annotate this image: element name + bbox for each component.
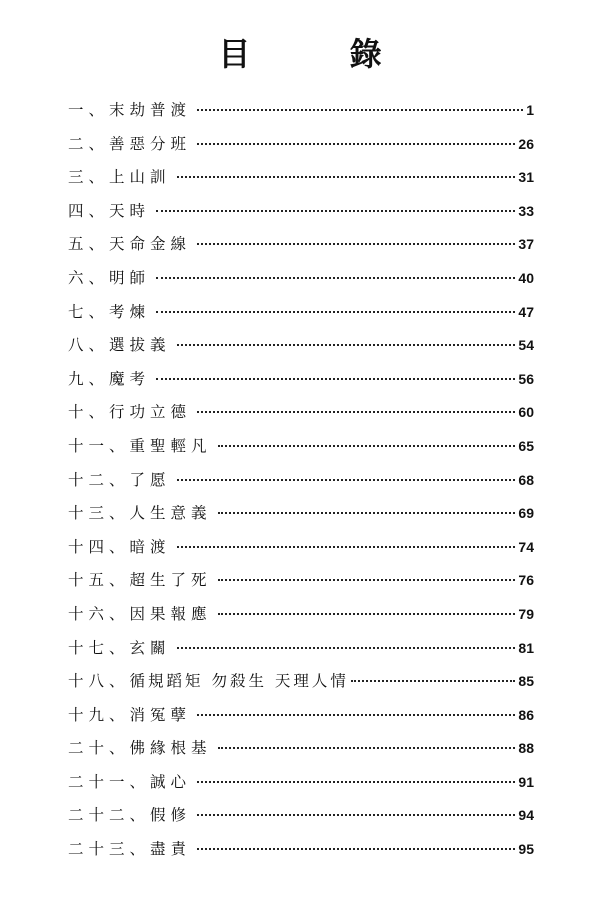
toc-entry-title: 玄關 [129,638,171,657]
toc-entry-page: 81 [518,639,534,656]
dot-leader [218,512,516,514]
toc-entry [68,128,534,162]
toc-entry-number: 十一、 [68,436,130,455]
toc-entry-title: 假修 [150,806,192,825]
toc-entry-page: 76 [518,572,534,589]
toc-entry-page: 60 [518,404,534,421]
toc-entry [68,161,534,195]
toc-entry-number: 八、 [68,336,110,355]
dot-leader [197,714,515,716]
toc-entry [68,799,534,833]
dot-leader [218,445,516,447]
toc-entry-title: 選拔義 [109,336,171,355]
dot-leader [156,378,515,380]
toc-entry-title: 因果報應 [129,604,212,623]
toc-entry-page: 85 [518,673,534,690]
toc-entry-title: 誠心 [150,772,192,791]
toc-entry-number: 二十二、 [68,806,151,825]
dot-leader [218,747,516,749]
toc-entry-title: 佛緣根基 [129,739,212,758]
toc-entry-number: 十、 [68,403,110,422]
toc-entry-page: 37 [518,236,534,253]
toc-entry-title: 人生意義 [129,504,212,523]
toc-entry-number: 十六、 [68,604,130,623]
toc-entry-title: 盡責 [150,840,192,859]
dot-leader [156,277,515,279]
toc-entry-number: 二十三、 [68,840,151,859]
toc-entry-title: 消冤孽 [129,705,192,724]
toc-entry-number: 二、 [68,134,110,153]
toc-entry [68,833,534,867]
toc-entry-title: 暗渡 [129,537,171,556]
toc-entry-number: 十七、 [68,638,130,657]
toc-entry [68,329,534,363]
dot-leader [197,411,515,413]
toc-entry-number: 十四、 [68,537,130,556]
toc-entry-page: 54 [518,337,534,354]
toc-entry-number: 十五、 [68,571,130,590]
toc-entry [68,94,534,128]
toc-entry-number: 五、 [68,235,110,254]
toc-entry [68,464,534,498]
toc-entry-page: 86 [518,706,534,723]
toc-entry-title: 善惡分班 [109,134,192,153]
toc-entry-title: 魔考 [109,369,151,388]
toc-entry-title: 天命金線 [109,235,192,254]
toc-entry [68,632,534,666]
toc-entry-title: 了愿 [129,470,171,489]
toc-entry [68,430,534,464]
toc-entry-number: 十三、 [68,504,130,523]
toc-entry [68,531,534,565]
toc-entry-page: 88 [518,740,534,757]
toc-entry [68,296,534,330]
toc-entry [68,665,534,699]
dot-leader [156,311,515,313]
toc-entry-number: 九、 [68,369,110,388]
toc-entry-page: 33 [518,202,534,219]
toc-entry-title: 天時 [109,201,151,220]
toc-entry-title: 循規蹈矩 勿殺生 天理人情 [129,672,349,691]
dot-leader [197,143,515,145]
toc-entry [68,396,534,430]
dot-leader [177,647,516,649]
table-of-contents [68,94,534,867]
toc-entry-page: 65 [518,437,534,454]
dot-leader [156,210,515,212]
toc-entry-number: 一、 [68,101,110,119]
toc-entry [68,732,534,766]
toc-entry-number: 三、 [68,168,110,187]
toc-entry-page: 56 [518,370,534,387]
toc-entry-number: 二十、 [68,739,130,758]
toc-entry-page: 31 [518,169,534,186]
dot-leader [197,814,515,816]
toc-entry-page: 26 [518,135,534,152]
toc-entry [68,228,534,262]
toc-entry [68,699,534,733]
dot-leader [177,479,516,481]
toc-entry-number: 十八、 [68,672,130,691]
toc-entry [68,564,534,598]
toc-entry-number: 十九、 [68,705,130,724]
toc-entry-page: 47 [518,303,534,320]
toc-entry-number: 七、 [68,302,110,321]
toc-entry-title: 考煉 [109,302,151,321]
dot-leader [177,344,516,346]
toc-entry-title: 重聖輕凡 [129,436,212,455]
toc-entry [68,363,534,397]
toc-entry-page: 95 [518,841,534,858]
toc-entry [68,195,534,229]
toc-entry [68,497,534,531]
toc-entry-title: 上山訓 [109,168,171,187]
toc-entry-number: 十二、 [68,470,130,489]
toc-entry-page: 74 [518,538,534,555]
toc-entry [68,262,534,296]
dot-leader [218,613,516,615]
page-title: 目 錄 [218,35,426,73]
toc-entry [68,598,534,632]
toc-entry-page: 79 [518,605,534,622]
dot-leader [197,781,515,783]
toc-entry [68,766,534,800]
toc-entry-page: 68 [518,471,534,488]
toc-entry-title: 明師 [109,268,151,287]
dot-leader [177,546,516,548]
toc-entry-number: 四、 [68,201,110,220]
dot-leader [197,243,515,245]
toc-entry-number: 六、 [68,268,110,287]
toc-entry-page: 1 [526,102,534,118]
dot-leader [197,109,523,111]
toc-entry-page: 40 [518,269,534,286]
dot-leader [177,176,516,178]
dot-leader [351,680,516,682]
toc-entry-title: 末劫普渡 [109,101,192,119]
toc-entry-page: 69 [518,505,534,522]
dot-leader [197,848,515,850]
toc-entry-title: 超生了死 [129,571,212,590]
toc-entry-title: 行功立德 [109,403,192,422]
toc-entry-page: 91 [518,773,534,790]
toc-entry-number: 二十一、 [68,772,151,791]
dot-leader [218,579,516,581]
toc-entry-page: 94 [518,807,534,824]
